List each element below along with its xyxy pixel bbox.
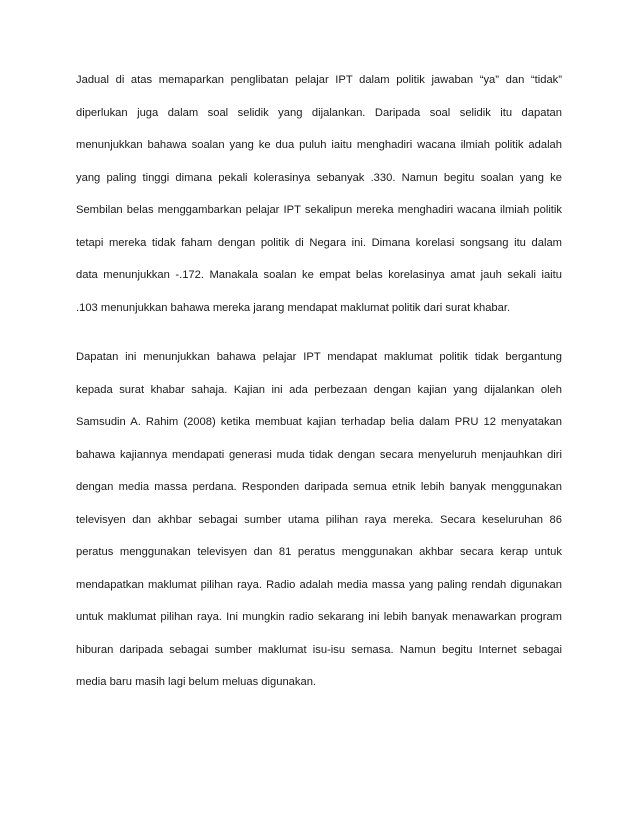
paragraph-line: Dapatan ini menunjukkan bahawa pelajar IPT mendapat maklumat politik tidak bergantung [76,351,562,363]
paragraph-line: Jadual di atas memaparkan penglibatan pelajar IPT dalam politik jawaban “ya” dan “tidak” [76,74,562,86]
paragraph-line: bahawa kajiannya mendapati generasi muda tidak dengan secara menyeluruh menjauhkan diri [76,448,562,461]
paragraph-line: kepada surat khabar sahaja. Kajian ini ada perbezaan dengan kajian yang dijalankan oleh [76,383,562,396]
paragraph-line: dengan media massa perdana. Responden daripada semua etnik lebih banyak menggunakan [76,481,562,493]
paragraph-line: menunjukkan bahawa soalan yang ke dua puluh iaitu menghadiri wacana ilmiah politik adalah [76,139,562,151]
paragraph-line: untuk maklumat pilihan raya. Ini mungkin radio sekarang ini lebih banyak menawarkan program [76,611,562,623]
paragraph-line: mendapatkan maklumat pilihan raya. Radio adalah media massa yang paling rendah digunakan [76,578,562,591]
paragraph-line: diperlukan juga dalam soal selidik yang dijalankan. Daripada soal selidik itu dapatan [76,106,562,119]
paragraph-2 [76,350,562,708]
paragraph-line: tetapi mereka tidak faham dengan politik di Negara ini. Dimana korelasi songsang itu dalam [76,236,562,249]
paragraph-line: data menunjukkan -.172. Manakala soalan ke empat belas korelasinya amat jauh sekali iaitu [76,269,562,281]
paragraph-line: hiburan daripada sebagai sumber maklumat isu-isu semasa. Namun begitu Internet sebagai [76,643,562,656]
paragraph-line: Samsudin A. Rahim (2008) ketika membuat kajian terhadap belia dalam PRU 12 menyatakan [76,416,562,428]
paragraph-line: peratus menggunakan televisyen dan 81 peratus menggunakan akhbar secara kerap untuk [76,546,562,558]
paragraph-line: televisyen dan akhbar sebagai sumber utama pilihan raya mereka. Secara keseluruhan 86 [76,513,562,526]
paragraph-1 [76,73,562,333]
paragraph-line: media baru masih lagi belum meluas digunakan. [76,676,317,688]
paragraph-line: Sembilan belas menggambarkan pelajar IPT sekalipun mereka menghadiri wacana ilmiah politik [76,204,562,216]
paragraph-line: yang paling tinggi dimana pekali kolerasinya sebanyak .330. Namun begitu soalan yang ke [76,171,562,184]
paragraph-line: .103 menunjukkan bahawa mereka jarang mendapat maklumat politik dari surat khabar. [76,301,511,314]
